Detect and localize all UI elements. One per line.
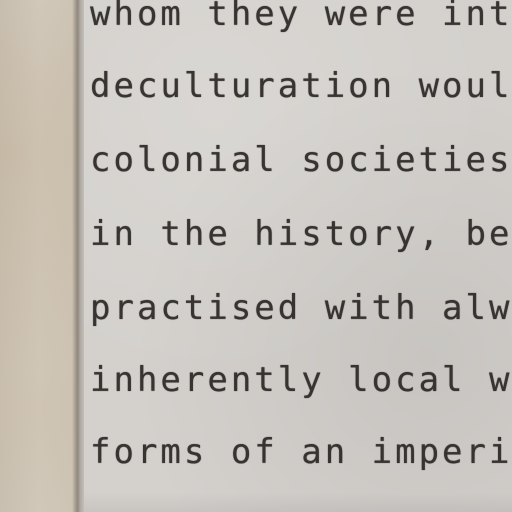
left-page-margin (0, 0, 78, 512)
text-line-4: in the history, be (90, 214, 512, 254)
page-fold-line (72, 0, 84, 512)
text-line-5: practised with alw (90, 288, 512, 328)
text-line-3: colonial societies (90, 140, 512, 180)
bottom-edge-shadow (84, 492, 512, 512)
text-line-2: deculturation woul (90, 66, 512, 106)
text-line-1: whom they were int (90, 0, 512, 34)
text-line-7: forms of an imperi (90, 432, 512, 472)
text-line-6: inherently local w (90, 360, 512, 400)
